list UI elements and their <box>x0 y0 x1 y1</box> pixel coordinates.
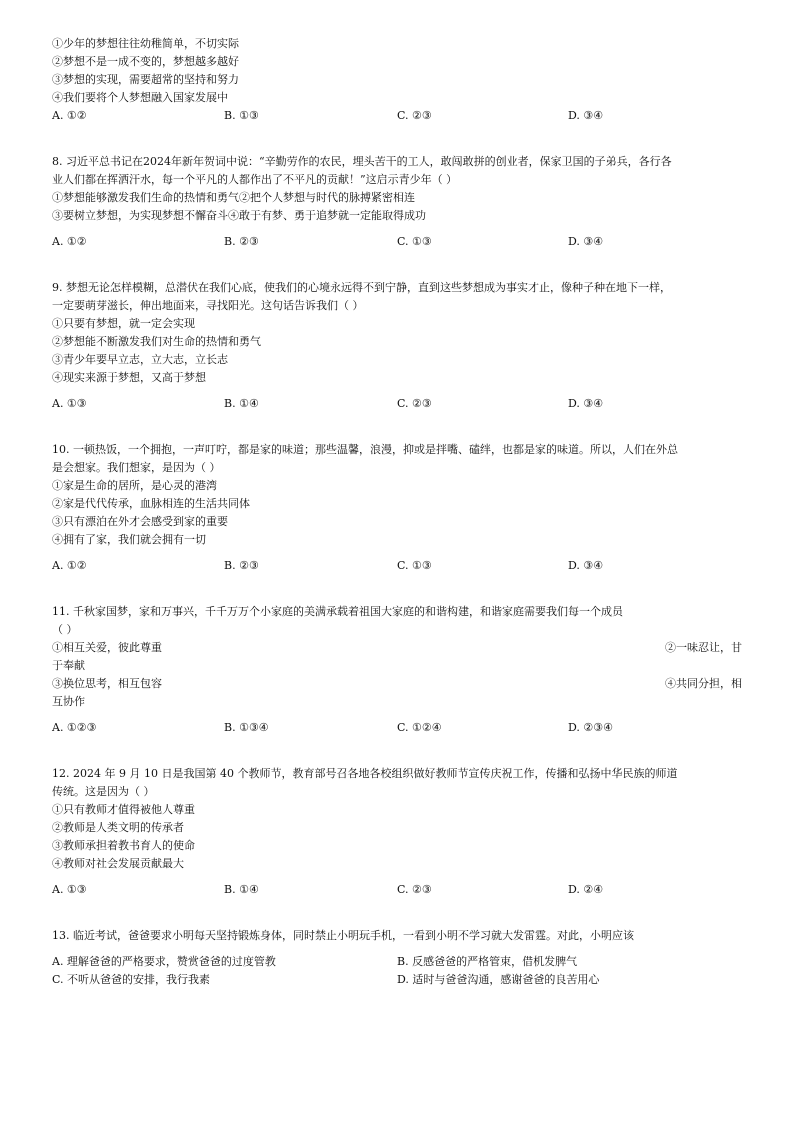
q11-item: ④共同分担，相 <box>665 677 742 690</box>
q9-options <box>52 395 742 413</box>
q13-option-a[interactable]: A. 理解爸爸的严格要求，赞赏爸爸的过度管教 <box>52 955 276 968</box>
q7-option-d[interactable]: D. ③④ <box>568 109 604 122</box>
q12-stem-line: 12. 2024 年 9 月 10 日是我国第 40 个教师节，教育部号召各地各校组织做好教师节宣传庆祝工作，传播和弘扬中华民族的师道 <box>52 767 678 780</box>
q13-option-b[interactable]: B. 反感爸爸的严格管束，借机发脾气 <box>397 955 578 968</box>
q10-option-c[interactable]: C. ①③ <box>397 559 432 572</box>
q7-option-a[interactable]: A. ①② <box>52 109 87 122</box>
q11-stem-line: 11. 千秋家国梦，家和万事兴，千千万万个小家庭的美满承载着祖国大家庭的和谐构建，和谐家庭需要我们每一个成员 <box>52 605 623 618</box>
q8-item: ①梦想能够激发我们生命的热情和勇气②把个人梦想与时代的脉搏紧密相连 <box>52 191 415 204</box>
q11-items-row <box>52 639 742 657</box>
q9-option-a[interactable]: A. ①③ <box>52 397 87 410</box>
question-7 <box>52 35 742 125</box>
q11-item-wrap: 互协作 <box>52 695 85 708</box>
q10-stem-line: 10. 一顿热饭，一个拥抱，一声叮咛，都是家的味道；那些温馨，浪漫，抑或是拌嘴、磕绊，也都是家的味道。所以，人们在外总 <box>52 443 678 456</box>
q8-stem-line: 业人们都在挥洒汗水，每一个平凡的人都作出了不平凡的贡献！”这启示青少年（ ） <box>52 173 458 186</box>
q9-stem-line: 9. 梦想无论怎样模糊，总潜伏在我们心底，使我们的心境永远得不到宁静，直到这些梦想成为事实才止，像种子种在地下一样， <box>52 281 671 294</box>
q13-option-c[interactable]: C. 不听从爸爸的安排，我行我素 <box>52 973 211 986</box>
q11-option-c[interactable]: C. ①②④ <box>397 721 442 734</box>
q11-item: ③换位思考，相互包容 <box>52 677 162 690</box>
question-12 <box>52 765 742 899</box>
q10-option-a[interactable]: A. ①② <box>52 559 87 572</box>
q11-options <box>52 719 742 737</box>
q12-option-a[interactable]: A. ①③ <box>52 883 87 896</box>
q9-item: ②梦想能不断激发我们对生命的热情和勇气 <box>52 335 261 348</box>
q12-item: ②教师是人类文明的传承者 <box>52 821 184 834</box>
q11-option-a[interactable]: A. ①②③ <box>52 721 97 734</box>
q10-options <box>52 557 742 575</box>
q7-item: ②梦想不是一成不变的，梦想越多越好 <box>52 55 239 68</box>
q11-option-b[interactable]: B. ①③④ <box>224 721 269 734</box>
q10-item: ③只有漂泊在外才会感受到家的重要 <box>52 515 228 528</box>
q12-item: ①只有教师才值得被他人尊重 <box>52 803 195 816</box>
q9-item: ③青少年要早立志，立大志，立长志 <box>52 353 228 366</box>
q8-options <box>52 233 742 251</box>
q12-option-b[interactable]: B. ①④ <box>224 883 259 896</box>
q11-item-wrap: 于奉献 <box>52 659 85 672</box>
q7-item: ④我们要将个人梦想融入国家发展中 <box>52 91 228 104</box>
q12-option-d[interactable]: D. ②④ <box>568 883 604 896</box>
q11-item: ①相互关爱，彼此尊重 <box>52 641 162 654</box>
question-10 <box>52 441 742 575</box>
q11-option-d[interactable]: D. ②③④ <box>568 721 614 734</box>
question-8 <box>52 153 742 251</box>
q7-option-c[interactable]: C. ②③ <box>397 109 432 122</box>
q12-option-c[interactable]: C. ②③ <box>397 883 432 896</box>
q10-option-d[interactable]: D. ③④ <box>568 559 604 572</box>
question-9 <box>52 279 742 413</box>
q10-item: ②家是代代传承，血脉相连的生活共同体 <box>52 497 250 510</box>
q9-option-b[interactable]: B. ①④ <box>224 397 259 410</box>
q13-stem-line: 13. 临近考试，爸爸要求小明每天坚持锻炼身体，同时禁止小明玩手机，一看到小明不学习就大发雷霆。对此，小明应该 <box>52 929 634 942</box>
q12-item: ④教师对社会发展贡献最大 <box>52 857 184 870</box>
q9-stem-line: 一定要萌芽滋长，伸出地面来，寻找阳光。这句话告诉我们（ ） <box>52 299 364 312</box>
q10-item: ④拥有了家，我们就会拥有一切 <box>52 533 206 546</box>
q9-item: ④现实来源于梦想，又高于梦想 <box>52 371 206 384</box>
q12-options <box>52 881 742 899</box>
q12-stem-line: 传统。这是因为（ ） <box>52 785 155 798</box>
q8-option-b[interactable]: B. ②③ <box>224 235 259 248</box>
q12-item: ③教师承担着教书育人的使命 <box>52 839 195 852</box>
q8-option-c[interactable]: C. ①③ <box>397 235 432 248</box>
q7-item: ③梦想的实现，需要超常的坚持和努力 <box>52 73 239 86</box>
exam-page <box>52 35 742 989</box>
q7-options <box>52 107 742 125</box>
q9-option-c[interactable]: C. ②③ <box>397 397 432 410</box>
q11-item: ②一味忍让，甘 <box>665 641 742 654</box>
q9-item: ①只要有梦想，就一定会实现 <box>52 317 195 330</box>
question-13 <box>52 927 742 989</box>
q10-stem-line: 是会想家。我们想家，是因为（ ） <box>52 461 221 474</box>
q8-option-d[interactable]: D. ③④ <box>568 235 604 248</box>
q13-options-row <box>52 971 742 989</box>
q7-item: ①少年的梦想往往幼稚简单，不切实际 <box>52 37 239 50</box>
q11-stem-line: （ ） <box>52 623 78 636</box>
q11-items-row <box>52 675 742 693</box>
q13-options-row <box>52 953 742 971</box>
q9-option-d[interactable]: D. ③④ <box>568 397 604 410</box>
question-11 <box>52 603 742 737</box>
q8-option-a[interactable]: A. ①② <box>52 235 87 248</box>
q10-item: ①家是生命的居所，是心灵的港湾 <box>52 479 217 492</box>
q8-item: ③要树立梦想，为实现梦想不懈奋斗④敢于有梦、勇于追梦就一定能取得成功 <box>52 209 426 222</box>
q10-option-b[interactable]: B. ②③ <box>224 559 259 572</box>
q8-stem-line: 8. 习近平总书记在2024年新年贺词中说：“辛勤劳作的农民，埋头苦干的工人，敢闯敢拼的创业者，保家卫国的子弟兵，各行各 <box>52 155 672 168</box>
q7-option-b[interactable]: B. ①③ <box>224 109 259 122</box>
q13-option-d[interactable]: D. 适时与爸爸沟通，感谢爸爸的良苦用心 <box>397 973 600 986</box>
